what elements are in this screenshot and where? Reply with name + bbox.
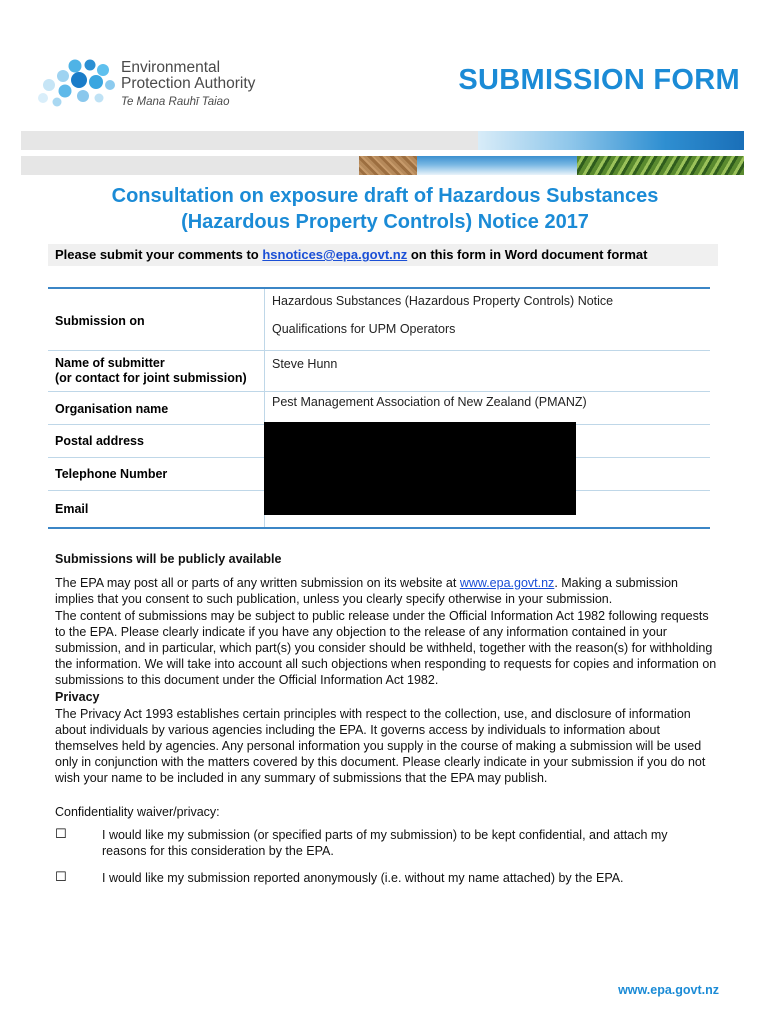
epa-logo-icon	[35, 58, 117, 110]
column-divider	[264, 349, 265, 391]
headline-line2: (Hazardous Property Controls) Notice 2017	[181, 211, 589, 233]
org-name-line1: Environmental	[121, 59, 221, 76]
submitter-value[interactable]: Steve Hunn	[272, 357, 338, 371]
submission-on-value-2[interactable]: Qualifications for UPM Operators	[272, 322, 456, 336]
option-confidential-text: I would like my submission (or specified parts of my submission) to be kept confidential, and attach my reasons for this consideration by the EPA.	[102, 828, 668, 858]
submission-instruction	[48, 244, 718, 266]
privacy-heading: Privacy	[55, 690, 100, 704]
banner-fern-image	[577, 156, 744, 175]
org-name	[121, 60, 255, 92]
email-label: Email	[55, 502, 89, 516]
privacy-paragraph: The Privacy Act 1993 establishes certain principles with respect to the collection, use, and disclosure of information about individuals by various agencies including the EPA. It governs access by individuals to information about themselves held by agencies. Any personal information you supply in the course of making a submission will be used only in conjunction with the matters covered by this document. Please clearly indicate in your submission if you do not wish your name to be included in any summary of submissions that the EPA may publish.	[55, 707, 706, 785]
submission-on-value-1[interactable]: Hazardous Substances (Hazardous Property Controls) Notice	[272, 294, 614, 308]
postal-label: Postal address	[55, 434, 144, 448]
public-paragraph-2: The content of submissions may be subject to public release under the Official Information Act 1982 following requests to the EPA. Please clearly indicate if you have any objection to the release of any information contained in your submission, and in particular, which part(s) you consider should be withheld, together with the reason(s) for withholding the information. We will take into account all such objections when responding to requests for copies and information on submissions to this document under the Official Information Act 1982.	[55, 609, 717, 687]
public-p1-a: The EPA may post all or parts of any written submission on its website at	[55, 576, 460, 590]
row-submission-on	[48, 287, 710, 351]
submission-email-link[interactable]: hsnotices@epa.govt.nz	[262, 247, 408, 262]
banner-water-image	[417, 156, 577, 175]
organisation-label: Organisation name	[55, 402, 169, 416]
column-divider	[264, 392, 265, 424]
submitter-label	[55, 356, 247, 386]
form-title: SUBMISSION FORM	[458, 64, 740, 96]
consultation-headline	[40, 183, 730, 235]
org-name-line2: Protection Authority	[121, 75, 256, 92]
option-anonymous-text: I would like my submission reported anonymously (i.e. without my name attached) by the EPA.	[102, 871, 624, 885]
footer-website-link[interactable]: www.epa.govt.nz	[618, 983, 719, 997]
submission-on-label: Submission on	[55, 314, 145, 328]
epa-website-link[interactable]: www.epa.govt.nz	[459, 576, 555, 590]
organisation-value[interactable]: Pest Management Association of New Zealand (PMANZ)	[272, 395, 587, 409]
submitter-label-line2: (or contact for joint submission)	[55, 371, 247, 385]
telephone-label: Telephone Number	[55, 467, 168, 481]
banner-band-top	[21, 131, 481, 150]
submitter-label-line1: Name of submitter	[55, 356, 165, 370]
row-submitter	[48, 349, 710, 392]
banner-sky-image	[478, 131, 744, 150]
public-p1-b: . Making a submission implies that you consent to such publication, unless you clearly specify otherwise in your submission.	[55, 576, 678, 606]
org-maori-name: Te Mana Rauhī Taiao	[121, 96, 230, 108]
public-heading: Submissions will be publicly available	[55, 552, 282, 566]
headline-line1: Consultation on exposure draft of Hazardous Substances	[111, 185, 659, 207]
public-paragraph-1	[55, 575, 720, 607]
redaction-block	[264, 422, 576, 515]
waiver-label: Confidentiality waiver/privacy:	[55, 805, 220, 819]
banner-band-bottom	[21, 156, 359, 175]
checkbox-confidential[interactable]: ☐	[55, 826, 67, 841]
banner-sand-image	[359, 156, 417, 175]
public-section	[55, 551, 720, 786]
column-divider	[264, 289, 265, 350]
instruction-prefix: Please submit your comments to	[55, 247, 263, 262]
row-organisation	[48, 392, 710, 425]
instruction-suffix: on this form in Word document format	[407, 247, 648, 262]
checkbox-anonymous[interactable]: ☐	[55, 869, 67, 884]
